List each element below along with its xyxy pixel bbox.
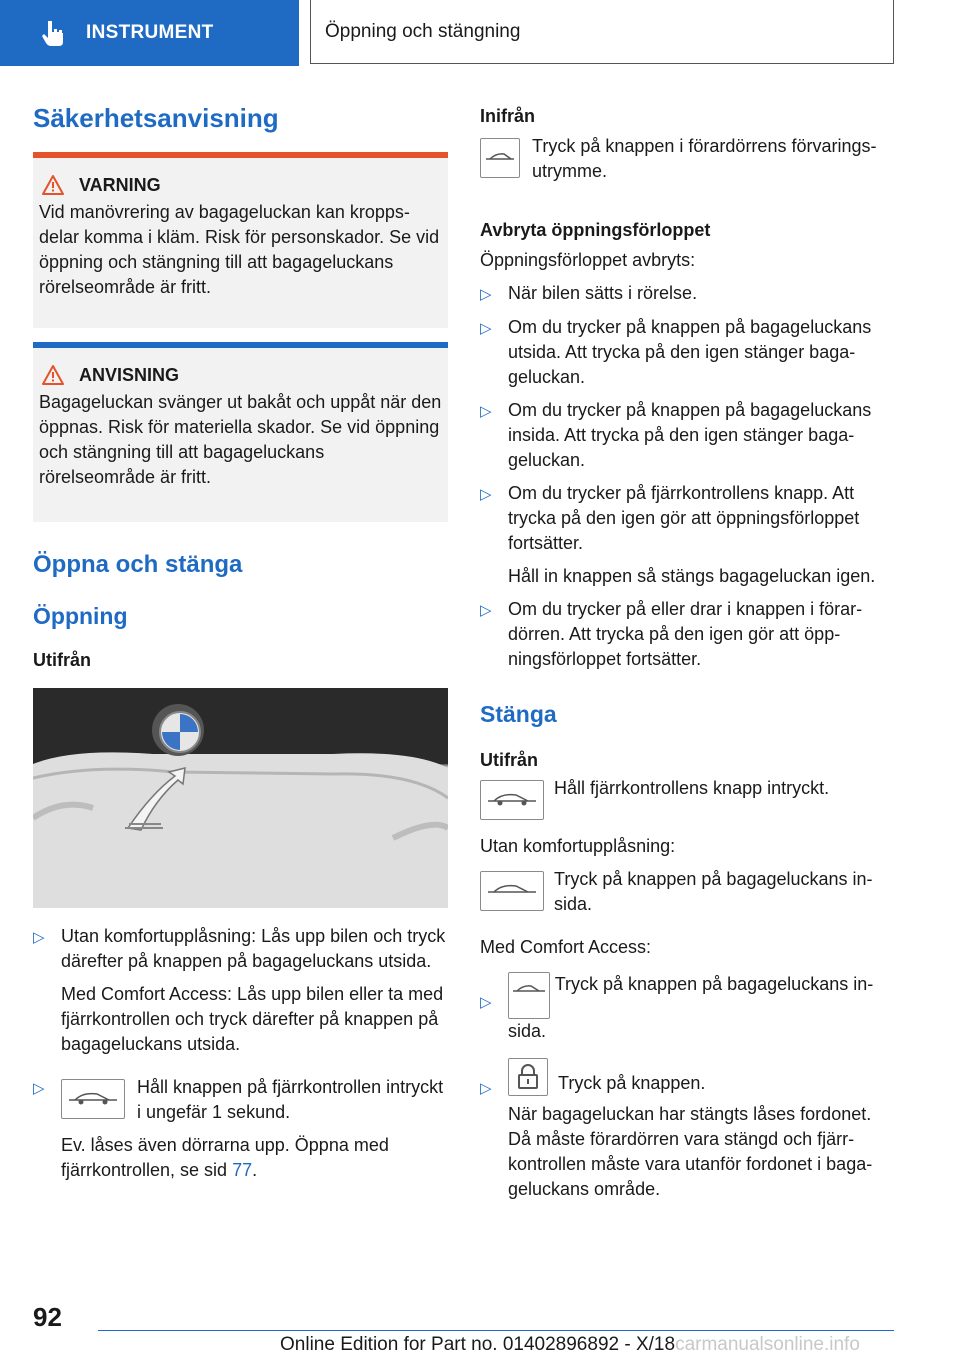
bullet-text-part: Ev. låses även dörrarna upp. Öppna med fjärrkontrollen, se sid: [61, 1135, 389, 1180]
bullet-text: [61, 1133, 448, 1183]
no-comfort-text: Tryck på knappen på bagageluckans insida.: [554, 869, 873, 914]
triangle-bullet-icon: ▷: [33, 929, 45, 946]
trunk-door-button-icon: [480, 138, 520, 178]
opening-heading: Öppning: [33, 603, 128, 629]
trunk-remote-button-icon: [61, 1079, 125, 1119]
triangle-bullet-icon: ▷: [33, 1080, 45, 1097]
note-box: [33, 342, 448, 522]
trunk-inside-button-icon: [508, 972, 550, 1019]
list-item: [33, 1075, 448, 1183]
bullet-text-part: .: [252, 1160, 258, 1180]
abort-item: Om du trycker på knappen på bagageluckans utsida. Att trycka på den igen stänger bagageluckan.: [508, 317, 872, 387]
list-item: [480, 481, 895, 589]
abort-intro: Öppningsförloppet avbryts:: [480, 250, 696, 270]
triangle-bullet-icon: ▷: [480, 602, 492, 619]
list-item: [480, 1058, 895, 1202]
watermark-text: carmanualsonline.info: [675, 1334, 860, 1355]
trunk-handle-illustration: [33, 688, 448, 908]
caution-triangle-icon: [41, 364, 65, 386]
note-text: Bagageluckan svänger ut bakåt och uppåt när den öppnas. Risk för materiella skador. Se vid öppning och stängning till att bagageluckans rörelseområde är fritt.: [39, 392, 442, 487]
open-close-heading: Öppna och stänga: [33, 551, 243, 578]
remote-instruction-row: [61, 1075, 448, 1125]
triangle-bullet-icon: ▷: [480, 486, 492, 503]
warning-triangle-icon: [41, 174, 65, 196]
warning-box: [33, 152, 448, 328]
close-remote-row: [480, 776, 895, 820]
trunk-inside-button-icon: [480, 871, 544, 911]
list-item: [480, 597, 895, 672]
abort-item: Om du trycker på fjärrkontrollens knapp. Att trycka på den igen gör att öppningsförloppet fortsätter.: [508, 483, 860, 553]
bullet-text: Håll knappen på fjärrkontrollen intryckt i ungefär 1 sekund.: [137, 1077, 444, 1122]
triangle-bullet-icon: ▷: [480, 403, 492, 420]
abort-heading: Avbryta öppningsförloppet: [480, 220, 711, 240]
abort-item: Om du trycker på eller drar i knappen i förardörren. Att trycka på den igen gör att öppningsförloppet fortsätter.: [508, 599, 863, 669]
lock-button-icon: [508, 1058, 548, 1096]
bullet-text: Med Comfort Access: Lås upp bilen eller ta med fjärrkontrollen och tryck därefter på knappen på bagageluckans utsida.: [61, 984, 444, 1054]
list-item: [480, 972, 895, 1044]
left-column: [33, 96, 448, 1183]
chapter-title: Öppning och stängning: [310, 0, 894, 64]
no-comfort-label: Utan komfortupplåsning:: [480, 836, 676, 856]
inside-text: Tryck på knappen i förardörrens förvaringsutrymme.: [532, 136, 877, 181]
hand-pointer-icon: [38, 18, 68, 48]
list-item: [480, 315, 895, 390]
right-column: [480, 104, 895, 1202]
list-item: [480, 398, 895, 473]
safety-heading: Säkerhetsanvisning: [33, 103, 279, 133]
edition-text: Online Edition for Part no. 01402896892 - X/18: [280, 1334, 676, 1355]
note-title: ANVISNING: [79, 364, 180, 385]
warning-title-row: [41, 174, 442, 196]
close-remote-text: Håll fjärrkontrollens knapp intryckt.: [554, 778, 830, 798]
trunk-remote-button-icon: [480, 780, 544, 820]
bullet-text: Utan komfortupplåsning: Lås upp bilen och tryck därefter på knappen på bagageluckans utsida.: [61, 926, 446, 971]
footer-divider: [98, 1330, 894, 1331]
abort-item-extra: Håll in knappen så stängs bagageluckan igen.: [508, 566, 876, 586]
footer-edition: [280, 1334, 860, 1356]
inside-label: Inifrån: [480, 106, 536, 126]
inside-instruction-row: [480, 134, 895, 184]
list-item: [33, 924, 448, 1057]
closing-heading: Stänga: [480, 701, 557, 727]
comfort-item-extra: När bagageluckan har stängts låses fordonet. Då måste förardörren vara stängd och fjärrkontrollen måste vara utanför fordonet i bagageluckans område.: [508, 1104, 873, 1199]
page-reference-link[interactable]: 77: [232, 1160, 253, 1180]
section-tab: [0, 0, 299, 66]
warning-text: Vid manövrering av bagageluckan kan kroppsdelar komma i kläm. Risk för personskador. Se vid öppning och stängning till att bagageluckans rörelseområde är fritt.: [39, 202, 440, 297]
triangle-bullet-icon: ▷: [480, 994, 492, 1011]
page-number: 92: [33, 1302, 62, 1332]
triangle-bullet-icon: ▷: [480, 1080, 492, 1097]
no-comfort-row: [480, 867, 895, 917]
comfort-item-text: Tryck på knappen på bagageluckans insida.: [508, 974, 874, 1041]
triangle-bullet-icon: ▷: [480, 320, 492, 337]
comfort-label: Med Comfort Access:: [480, 937, 652, 957]
trunk-button-photo: [33, 688, 448, 908]
section-label: INSTRUMENT: [86, 22, 214, 43]
abort-item: Om du trycker på knappen på bagageluckans insida. Att trycka på den igen stänger bagageluckan.: [508, 400, 872, 470]
outside-label: Utifrån: [33, 650, 91, 670]
note-title-row: [41, 364, 442, 386]
warning-title: VARNING: [79, 174, 161, 195]
close-outside-label: Utifrån: [480, 750, 538, 770]
triangle-bullet-icon: ▷: [480, 286, 492, 303]
list-item: [480, 281, 895, 307]
comfort-item-text: Tryck på knappen.: [558, 1073, 706, 1093]
abort-item: När bilen sätts i rörelse.: [508, 283, 698, 303]
